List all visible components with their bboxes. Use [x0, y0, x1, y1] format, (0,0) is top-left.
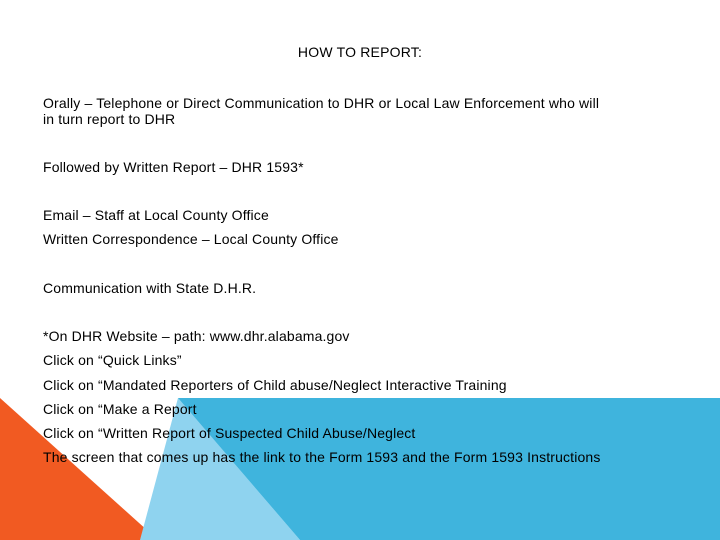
orange-triangle-shape [0, 398, 158, 540]
body-line-written-report-link: Click on “Written Report of Suspected Child Abuse/Neglect [43, 425, 416, 441]
body-line-quick-links: Click on “Quick Links” [43, 352, 182, 368]
slide-title: HOW TO REPORT: [297, 44, 423, 60]
body-line-written-report: Followed by Written Report – DHR 1593* [43, 159, 304, 175]
body-line-make-report: Click on “Make a Report [43, 401, 197, 417]
body-line-email: Email – Staff at Local County Office [43, 207, 269, 223]
body-line-orally-continued: in turn report to DHR [43, 111, 176, 127]
body-line-website-path: *On DHR Website – path: www.dhr.alabama.gov [43, 328, 350, 344]
body-line-mandated-reporters: Click on “Mandated Reporters of Child abuse/Neglect Interactive Training [43, 377, 507, 393]
body-line-form-1593: The screen that comes up has the link to the Form 1593 and the Form 1593 Instructions [43, 449, 601, 465]
body-line-state-dhr: Communication with State D.H.R. [43, 280, 257, 296]
body-line-orally: Orally – Telephone or Direct Communication to DHR or Local Law Enforcement who will [43, 95, 600, 111]
body-line-written-correspondence: Written Correspondence – Local County Office [43, 231, 339, 247]
